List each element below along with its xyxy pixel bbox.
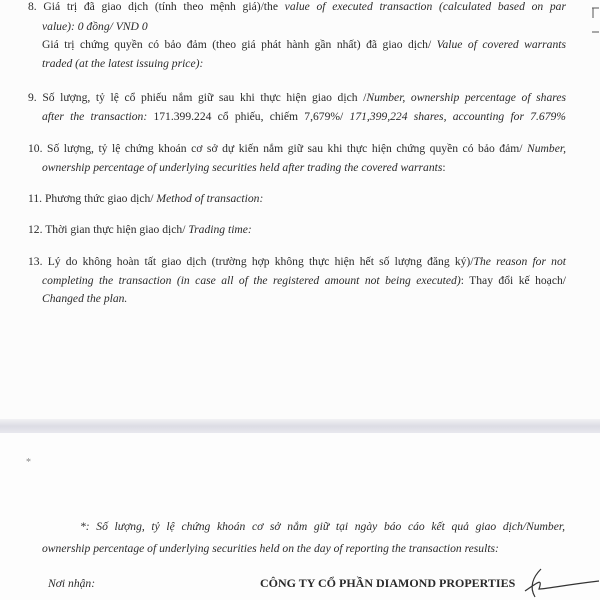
text-en: Changed the plan.	[42, 292, 128, 305]
item-10-line-1	[28, 142, 566, 156]
text-en: Value of covered warrants	[436, 38, 567, 51]
item-11	[28, 192, 263, 206]
text: Số lượng, tỷ lệ chứng khoán cơ sở dự kiến nắm giữ sau khi thực hiện chứng quyền có bảo đảm/	[47, 142, 528, 155]
text-en: Trading time:	[188, 223, 252, 236]
text-en: completing the transaction (in case all of the registered amount not being executed)	[42, 274, 461, 287]
text-en: 171,399,224 shares, accounting for 7.679%	[349, 110, 566, 123]
text-en: Method of transaction:	[156, 192, 264, 205]
text-en: traded (at the latest issuing price):	[42, 57, 204, 70]
recipient-label	[48, 577, 95, 591]
text: : Thay đổi kế hoạch/	[460, 274, 566, 287]
text-en: after the transaction:	[42, 110, 148, 123]
text-en: Number, ownership percentage of shares	[366, 91, 567, 104]
text: Giá trị chứng quyền có bảo đảm (theo giá phát hành gần nhất) đã giao dịch/	[42, 38, 437, 51]
item-13-line-3	[42, 292, 127, 306]
text-en: value): 0 đồng/ VND 0	[42, 20, 148, 33]
item-9-line-2	[42, 110, 566, 124]
item-10-line-2	[42, 161, 446, 175]
stray-mark: *	[26, 457, 31, 468]
text: Lý do không hoàn tất giao dịch (trường hợp không thực hiện hết số lượng đăng ký)/	[47, 255, 474, 268]
item-number: 11.	[28, 192, 43, 205]
text: Phương thức giao dịch/	[44, 192, 157, 205]
text-en: ownership percentage of underlying securities held after trading the covered warrants	[42, 161, 443, 174]
text: Thời gian thực hiện giao dịch/	[45, 223, 189, 236]
item-number: 9.	[28, 91, 37, 104]
item-8-line-1	[28, 0, 566, 14]
footnote-text: *: Số lượng, tỷ lệ chứng khoán cơ sở nắm giữ tại ngày báo cáo kết quả giao dịch/Number,	[80, 520, 565, 533]
item-number: 13.	[28, 255, 43, 268]
item-12	[28, 223, 252, 237]
text: :	[442, 161, 446, 174]
signature-icon	[515, 565, 600, 600]
text-en: value of executed transaction (calculated based on par	[284, 0, 566, 13]
text-en: The reason for not	[473, 255, 566, 268]
item-8-line-3	[42, 38, 566, 52]
company-name: CÔNG TY CỔ PHẦN DIAMOND PROPERTIES	[260, 576, 516, 590]
item-13-line-2	[42, 274, 566, 288]
text: Số lượng, tỷ lệ cổ phiếu nắm giữ sau khi thực hiện giao dịch /	[42, 91, 367, 104]
item-13-line-1	[28, 255, 566, 269]
text: 171.399.224 cổ phiếu, chiếm 7,679%/	[147, 110, 350, 123]
item-8-line-2	[42, 20, 148, 34]
footnote-text: ownership percentage of underlying securities held on the day of reporting the transaction results:	[42, 542, 499, 555]
footnote-line-1	[80, 520, 565, 534]
text: Giá trị đã giao dịch (tính theo mệnh giá)/the	[43, 0, 285, 13]
text-en: Number,	[527, 142, 566, 155]
item-number: 12.	[28, 223, 43, 236]
edge-mark-icon	[590, 2, 600, 42]
recipient-text: Nơi nhận:	[48, 577, 96, 590]
item-number: 8.	[28, 0, 37, 13]
item-number: 10.	[28, 142, 43, 155]
footnote-line-2	[42, 542, 499, 556]
item-9-line-1	[28, 91, 566, 105]
page-break	[0, 419, 600, 433]
item-8-line-4	[42, 57, 203, 71]
